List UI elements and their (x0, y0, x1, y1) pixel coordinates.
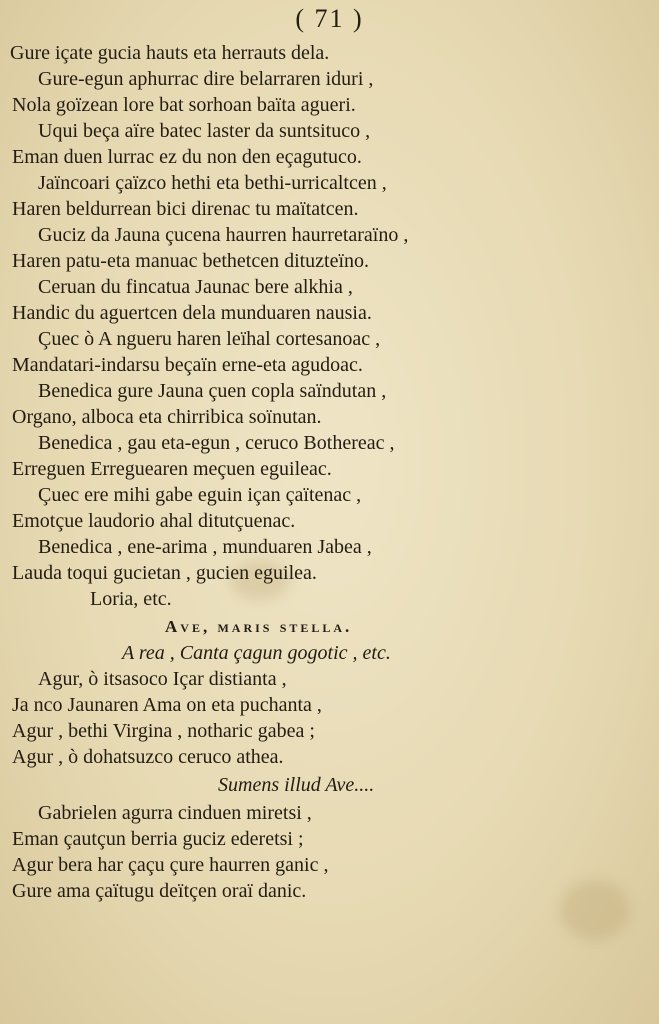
verse-line: Çuec ere mihi gabe eguin içan çaïtenac , (38, 484, 362, 506)
page-number: ( 71 ) (295, 4, 364, 33)
verse-line: Uqui beça aïre batec laster da suntsituco , (38, 120, 371, 142)
verse-line: Agur , ò dohatsuzco ceruco athea. (12, 746, 284, 768)
verse-line: Benedica gure Jauna çuen copla saïndutan , (38, 380, 387, 402)
verse-line: Jaïncoari çaïzco hethi eta bethi-urricaltcen , (38, 172, 387, 194)
verse-line: Gure içate gucia hauts eta herrauts dela. (10, 42, 330, 64)
verse-line: Guciz da Jauna çucena haurren haurretaraïno , (38, 224, 409, 246)
verse-line: Eman çautçun berria guciz ederetsi ; (12, 828, 304, 850)
verse-line: Benedica , ene-arima , munduaren Jabea , (38, 536, 372, 558)
verse-line: Mandatari-indarsu beçaïn erne-eta agudoac. (12, 354, 363, 376)
verse-line: Benedica , gau eta-egun , ceruco Bothereac , (38, 432, 395, 454)
verse-line: Lauda toqui gucietan , gucien eguilea. (12, 562, 317, 584)
verse-line: Gure-egun aphurrac dire belarraren iduri , (38, 68, 374, 90)
verse-line: Organo, alboca eta chirribica soïnutan. (12, 406, 322, 428)
tune-line: A rea , Canta çagun gogotic , etc. (122, 642, 391, 664)
verse-line: Agur , bethi Virgina , notharic gabea ; (12, 720, 315, 742)
verse-line: Ja nco Jaunaren Ama on eta puchanta , (12, 694, 322, 716)
verse-line: Agur bera har çaçu çure haurren ganic , (12, 854, 329, 876)
gloria-line: Loria, etc. (90, 588, 172, 610)
verse-line: Erreguen Erreguearen meçuen eguileac. (12, 458, 332, 480)
verse-line: Çuec ò A ngueru haren leïhal cortesanoac , (38, 328, 381, 350)
rubric-line: Sumens illud Ave.... (218, 774, 375, 796)
verse-line: Emotçue laudorio ahal ditutçuenac. (12, 510, 296, 532)
verse-line: Nola goïzean lore bat sorhoan baïta agueri. (12, 94, 356, 116)
hymn-title: Ave, maris stella. (165, 617, 353, 636)
verse-line: Gure ama çaïtugu deïtçen oraï danic. (12, 880, 307, 902)
verse-line: Haren patu-eta manuac bethetcen dituzteïno. (12, 250, 370, 272)
paper-stain (560, 880, 630, 940)
verse-line: Gabrielen agurra cinduen miretsi , (38, 802, 312, 824)
verse-line: Agur, ò itsasoco Içar distianta , (38, 668, 287, 690)
verse-line: Haren beldurrean bici direnac tu maïtatcen. (12, 198, 359, 220)
verse-line: Ceruan du fincatua Jaunac bere alkhia , (38, 276, 353, 298)
verse-line: Eman duen lurrac ez du non den eçagutuco. (12, 146, 362, 168)
verse-line: Handic du aguertcen dela munduaren nausia. (12, 302, 372, 324)
